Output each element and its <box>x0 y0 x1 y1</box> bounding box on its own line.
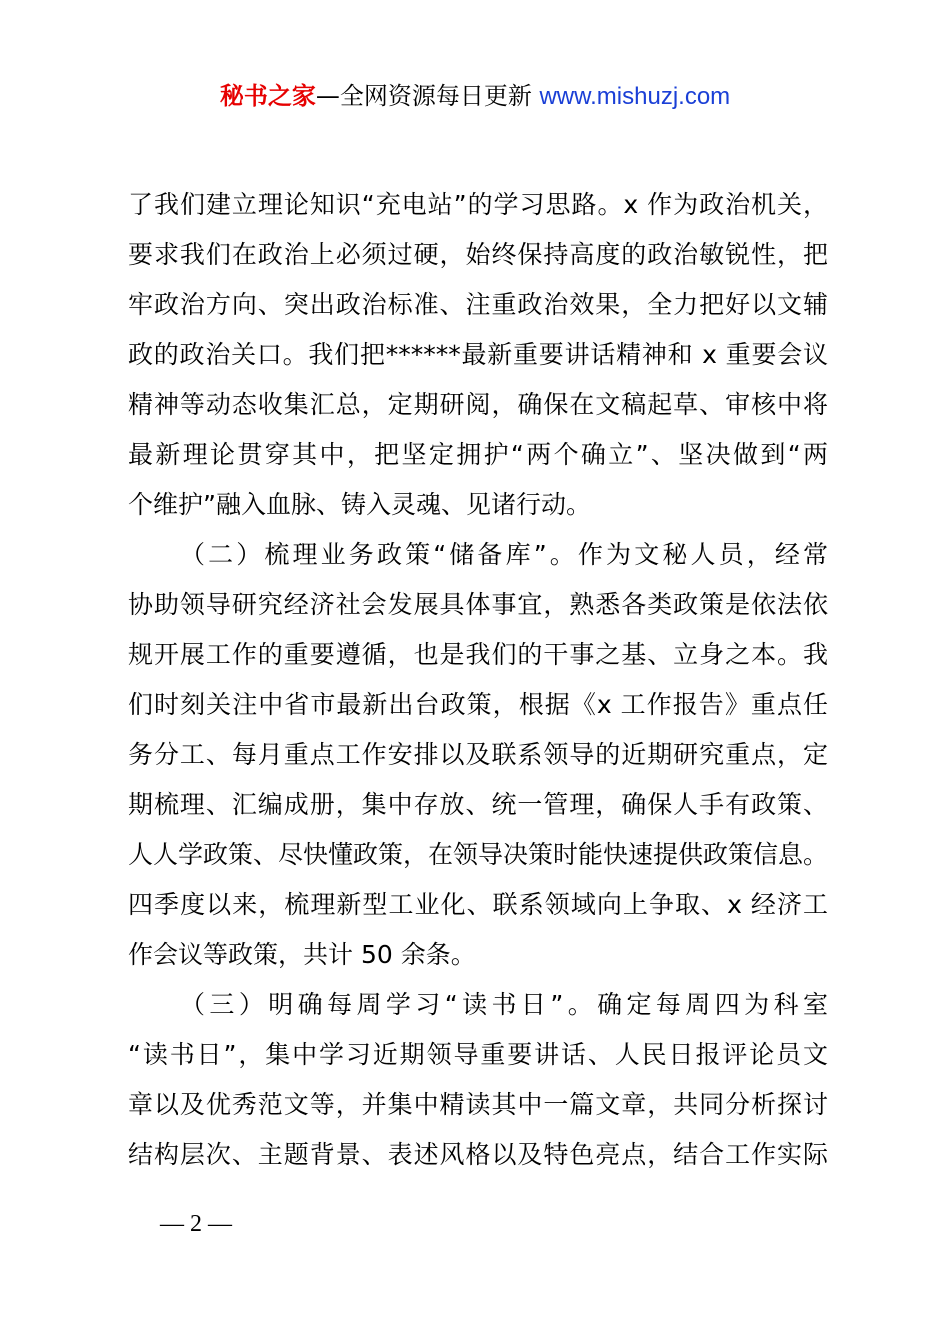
text-line: “读书日”，集中学习近期领导重要讲话、人民日报评论员文 <box>128 1040 828 1069</box>
text-line: 要求我们在政治上必须过硬，始终保持高度的政治敏锐性，把 <box>128 240 828 269</box>
site-slogan: —全网资源每日更新 <box>315 82 540 110</box>
site-brand: 秘书之家 <box>219 82 316 110</box>
text-line: 章以及优秀范文等，并集中精读其中一篇文章，共同分析探讨 <box>128 1090 828 1119</box>
text-line: 结构层次、主题背景、表述风格以及特色亮点，结合工作实际 <box>128 1140 828 1169</box>
text-line: 四季度以来，梳理新型工业化、联系领域向上争取、x 经济工 <box>128 890 828 919</box>
site-url-link[interactable]: www.mishuzj.com <box>539 83 731 110</box>
text-line: 人人学政策、尽快懂政策，在领导决策时能快速提供政策信息。 <box>128 840 829 869</box>
paragraph-2 <box>128 530 828 980</box>
text-line: 们时刻关注中省市最新出台政策，根据《x 工作报告》重点任 <box>128 690 828 719</box>
text-line: 期梳理、汇编成册，集中存放、统一管理，确保人手有政策、 <box>128 790 828 819</box>
page-number: — 2 — <box>160 1211 232 1237</box>
text-line: 牢政治方向、突出政治标准、注重政治效果，全力把好以文辅 <box>128 290 828 319</box>
text-line: 作会议等政策，共计 50 余条。 <box>128 940 476 969</box>
text-line: 了我们建立理论知识“充电站”的学习思路。x 作为政治机关， <box>128 190 828 219</box>
site-header <box>0 80 950 113</box>
text-line: 协助领导研究经济社会发展具体事宜，熟悉各类政策是依法依 <box>128 590 828 619</box>
paragraph-1 <box>128 180 828 530</box>
text-line: 最新理论贯穿其中，把坚定拥护“两个确立”、坚决做到“两 <box>128 440 828 469</box>
document-body <box>128 180 828 1180</box>
text-line: 个维护”融入血脉、铸入灵魂、见诸行动。 <box>128 490 591 519</box>
text-line: 务分工、每月重点工作安排以及联系领导的近期研究重点，定 <box>128 740 828 769</box>
text-line: （三）明确每周学习“读书日”。确定每周四为科室 <box>180 990 828 1019</box>
paragraph-3 <box>128 980 828 1180</box>
text-line: 规开展工作的重要遵循，也是我们的干事之基、立身之本。我 <box>128 640 828 669</box>
text-line: 精神等动态收集汇总，定期研阅，确保在文稿起草、审核中将 <box>128 390 828 419</box>
text-line: 政的政治关口。我们把******最新重要讲话精神和 x 重要会议 <box>128 340 828 369</box>
text-line: （二）梳理业务政策“储备库”。作为文秘人员，经常 <box>180 540 828 569</box>
